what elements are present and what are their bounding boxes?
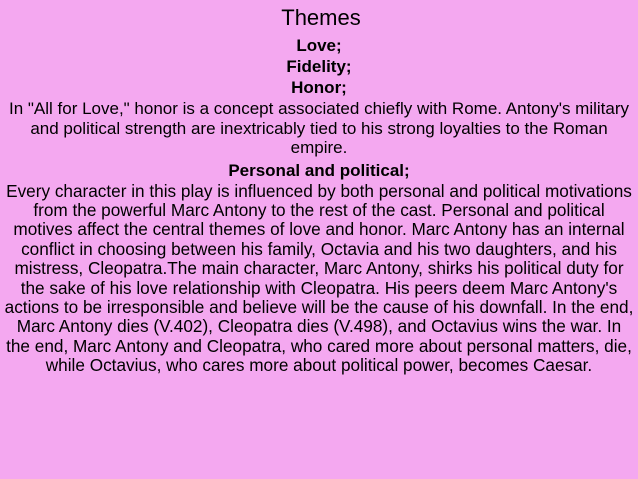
personal-political-paragraph: Every character in this play is influenced by both personal and political motivations from the powerful Marc Antony to the rest of the cast. Personal and political motives affect the central themes of love and honor. Marc Antony has an internal conflict in choosing between his family, Octavia and his two daughters, and his mistress, Cleopatra.The main character, Marc Antony, shirks his political duty for the sake of his love relationship with Cleopatra. His peers deem Marc Antony's actions to be irresponsible and believe will be the cause of his downfall. In the end, Marc Antony dies (V.402), Cleopatra dies (V.498), and Octavius wins the war. In the end, Marc Antony and Cleopatra, who cared more about personal matters, die, while Octavius, who cares more about political power, becomes Caesar. [4, 180, 634, 376]
section-heading-personal-political: Personal and political; [228, 160, 410, 180]
slide-title: Themes [281, 5, 361, 30]
theme-love: Love; [296, 36, 342, 55]
honor-paragraph: In "All for Love," honor is a concept associated chiefly with Rome. Antony's military and political strength are inextricably tied to his strong loyalties to the Roman empire. [8, 99, 630, 157]
theme-honor: Honor; [291, 78, 347, 97]
theme-fidelity: Fidelity; [286, 57, 352, 76]
